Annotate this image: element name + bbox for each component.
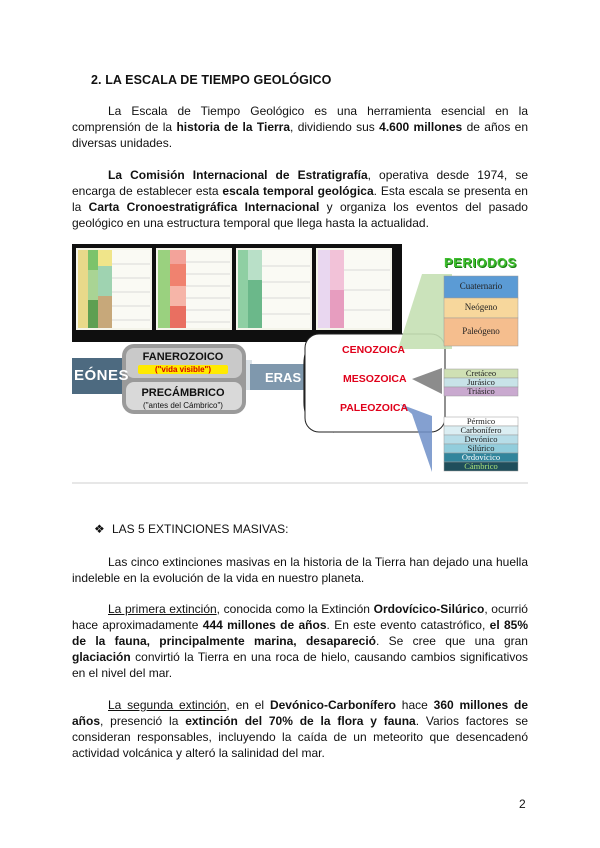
text-run: , en el	[226, 698, 270, 712]
geologic-time-figure	[72, 244, 528, 484]
fanerozoico-sub: ("vida visible")	[138, 365, 228, 374]
text-run: , conocida como la Extinción	[216, 602, 374, 616]
paragraph-intro	[72, 103, 528, 151]
bold-run: La Comisión Internacional de Estratigrafía	[108, 168, 368, 182]
text-run: . Varios factores se consideran responsables, incluyendo la caída de un meteorito que desencadenó actividad volcánica y alteró la salinidad del mar.	[72, 714, 528, 760]
eones-label: EÓNES	[74, 367, 130, 384]
paragraph-extinctions-intro	[72, 554, 528, 586]
bold-run: Ordovícico-Silúrico	[373, 602, 485, 616]
periodos-title: PERIODOS	[444, 255, 517, 270]
text-run: de años en diversas unidades.	[72, 120, 529, 150]
bold-run: Carta Cronoestratigráfica Internacional	[88, 200, 320, 214]
period-cuaternario: Cuaternario	[459, 281, 503, 291]
bold-run: glaciación	[72, 650, 131, 664]
paragraph-first-extinction	[72, 601, 528, 681]
bold-run: historia de la Tierra	[176, 120, 291, 134]
text-run: La Escala de Tiempo Geológico es una herramienta esencial en la comprensión de la	[72, 104, 528, 134]
period-paleogeno: Paleógeno	[462, 326, 500, 336]
text-run: convirtió la Tierra en una roca de hielo, causando cambios significativos en el nivel del mar.	[72, 650, 528, 680]
section-heading: 2. LA ESCALA DE TIEMPO GEOLÓGICO	[91, 73, 332, 87]
bold-run: escala temporal geológica	[222, 184, 374, 198]
text-run: . En este evento catastrófico,	[326, 618, 490, 632]
text-run: . Esta escala se presenta en la	[72, 184, 528, 214]
fanerozoico-label: FANEROZOICO	[142, 351, 224, 363]
text-run: hace	[395, 698, 434, 712]
era-cenozoica: CENOZOICA	[342, 344, 405, 356]
period-silurico: Silúrico	[467, 443, 495, 453]
bold-run: 360 millones de años	[72, 698, 529, 728]
precambrico-label: PRECÁMBRICO	[141, 387, 225, 399]
bold-run: 444 millones de años	[202, 618, 327, 632]
period-cambrico: Cámbrico	[464, 461, 498, 471]
bold-run: extinción del 70% de la flora y fauna	[185, 714, 416, 728]
text-run: , operativa desde 1974, se encarga de establecer esta	[72, 168, 528, 198]
bold-run: Devónico-Carbonífero	[269, 698, 396, 712]
diamond-bullet-icon: ❖	[94, 522, 105, 536]
bullet-text: LAS 5 EXTINCIONES MASIVAS:	[112, 522, 289, 536]
text-run: Las cinco extinciones masivas en la historia de la Tierra han dejado una huella indeleble en la evolución de la vida en nuestro planeta.	[72, 555, 528, 585]
underlined-run: La segunda extinción	[108, 698, 227, 712]
period-devonico: Devónico	[464, 434, 498, 444]
era-mesozoica: MESOZOICA	[343, 373, 407, 385]
precambrico-sub: ("antes del Cámbrico")	[143, 401, 223, 410]
text-run: . Se cree que una gran	[376, 634, 528, 648]
period-neogeno: Neógeno	[464, 302, 498, 312]
eras-label: ERAS	[265, 370, 302, 385]
text-run: y organiza los eventos del pasado geológico en una estructura temporal que llega hasta la actualidad.	[72, 200, 528, 230]
text-run: , presenció la	[100, 714, 186, 728]
text-run: , ocurrió hace aproximadamente	[72, 602, 528, 632]
chart-thumbnail-4	[316, 248, 392, 330]
bullet-heading	[94, 522, 289, 536]
underlined-run: La primera extinción	[108, 602, 217, 616]
period-carbonifero: Carbonífero	[460, 425, 502, 435]
bold-run: el 85% de la fauna, principalmente marina, desapareció	[72, 618, 529, 648]
period-triasico: Triásico	[467, 386, 495, 396]
chart-thumbnail-2	[156, 248, 232, 330]
period-jurasico: Jurásico	[467, 377, 495, 387]
bold-run: 4.600 millones	[379, 120, 463, 134]
era-paleozoica: PALEOZOICA	[340, 402, 409, 414]
page-number: 2	[519, 797, 526, 811]
period-permico: Pérmico	[466, 416, 496, 426]
period-ordovicico: Ordovícico	[461, 452, 501, 462]
chart-thumbnail-1	[76, 248, 152, 330]
period-cretaceo: Cretáceo	[465, 368, 497, 378]
paragraph-second-extinction	[72, 697, 528, 761]
paragraph-commission	[72, 167, 528, 231]
chart-thumbnail-3	[236, 248, 312, 330]
text-run: , dividiendo sus	[290, 120, 380, 134]
